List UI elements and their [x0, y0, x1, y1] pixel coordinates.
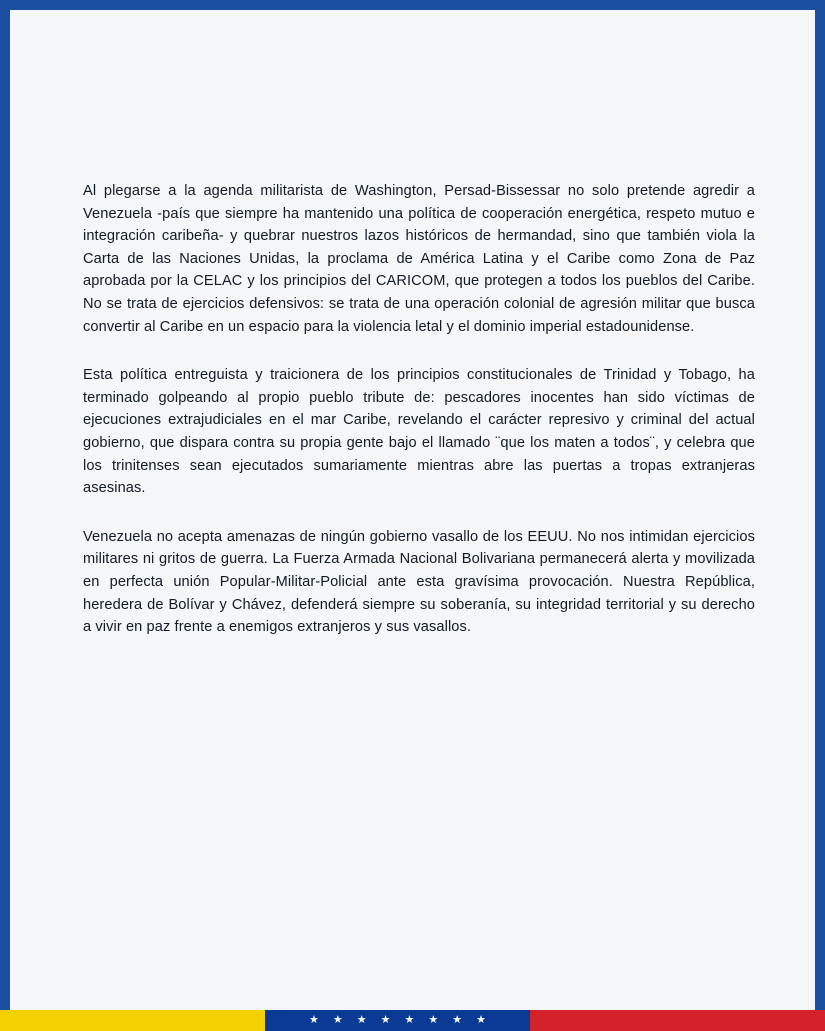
paragraph-3: Venezuela no acepta amenazas de ningún gobierno vasallo de los EEUU. No nos intimidan ejercicios militares ni gritos de guerra. La Fuerza Armada Nacional Bolivariana permanecerá alerta y movilizada en perfecta unión Popular-Militar-Policial ante esta gravísima provocación. Nuestra República, heredera de Bolívar y Chávez, defenderá siempre su soberanía, su integridad territorial y su derecho a vivir en paz frente a enemigos extranjeros y sus vasallos.: [83, 528, 755, 636]
star-icon: ★: [309, 1014, 319, 1026]
star-icon: ★: [452, 1014, 463, 1026]
flag-band-yellow: [0, 1010, 265, 1031]
star-icon: ★: [428, 1014, 439, 1026]
paragraph-2: Esta política entreguista y traicionera de los principios constitucionales de Trinidad y Tobago, ha terminado golpeando al propio pueblo tribute de: pescadores inocentes han sido víctimas de ejecuciones extrajudiciales en el mar Caribe, revelando el carácter represivo y criminal del actual gobierno, que dispara contra su propia gente bajo el llamado ¨que los maten a todos¨, y celebra que los trinitenses sean ejecutados sumariamente mientras abre las puertas a tropas extranjeras asesinas.: [83, 367, 755, 497]
star-icon: ★: [476, 1014, 486, 1026]
star-icon: ★: [380, 1014, 391, 1026]
star-icon: ★: [332, 1014, 343, 1026]
star-icon: ★: [404, 1014, 415, 1026]
flag-band-blue-stars: [265, 1010, 530, 1031]
flag-footer-strip: [0, 1010, 825, 1031]
star-icon: ★: [356, 1014, 367, 1026]
document-body: [83, 180, 755, 639]
paragraph-1: Al plegarse a la agenda militarista de Washington, Persad-Bissessar no solo pretende agredir a Venezuela -país que siempre ha mantenido una política de cooperación energética, respeto mutuo e integración caribeña- y quebrar nuestros lazos históricos de hermandad, sino que también viola la Carta de las Naciones Unidas, la proclama de América Latina y el Caribe como Zona de Paz aprobada por la CELAC y los principios del CARICOM, que protegen a todos los pueblos del Caribe. No se trata de ejercicios defensivos: se trata de una operación colonial de agresión militar que busca convertir al Caribe en un espacio para la violencia letal y el dominio imperial estadounidense.: [83, 183, 755, 335]
flag-band-red: [530, 1010, 825, 1031]
document-sheet: [10, 10, 815, 1010]
